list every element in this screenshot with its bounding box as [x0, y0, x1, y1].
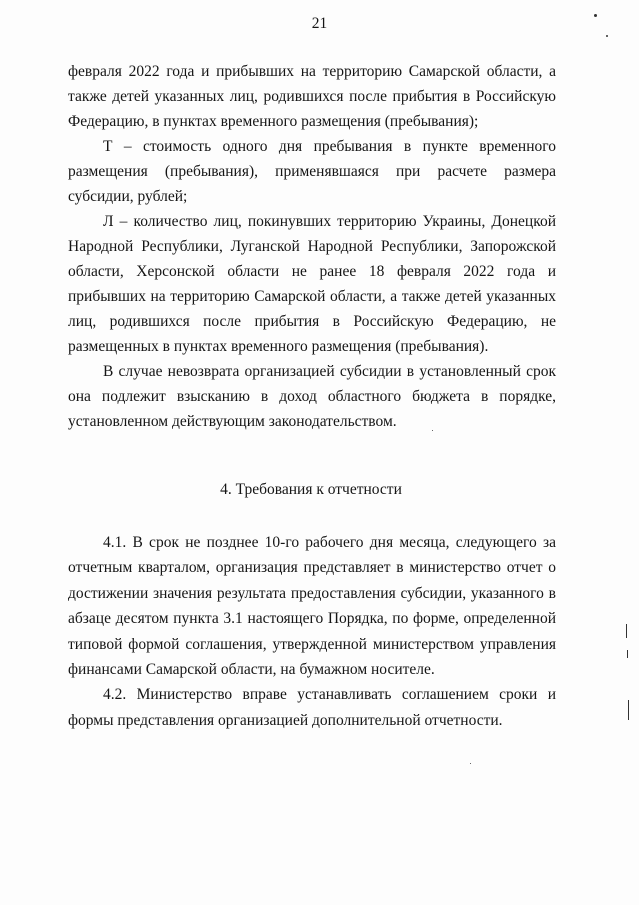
scan-speck — [606, 35, 608, 37]
scan-speck — [594, 14, 597, 17]
scan-speck — [628, 700, 629, 720]
paragraph-continuation: февраля 2022 года и прибывших на территорию Самарской области, а также детей указанных лиц, родившихся после прибытия в Российскую Федерацию, в пунктах временного размещения (пребывания); — [68, 63, 556, 130]
item-4-1: 4.1. В срок не позднее 10-го рабочего дня месяца, следующего за отчетным кварталом, организация представляет в министерство отчет о достижении значения результата предоставления субсидии, указанного в абзаце десятом пункта 3.1 настоящего Порядка, по форме, определенной типовой формой соглашения, утвержденной министерством управления финансами Самарской области, на бумажном носителе. — [68, 534, 556, 679]
section-heading: 4. Требования к отчетности — [220, 481, 402, 498]
paragraph-t-definition: Т – стоимость одного дня пребывания в пункте временного размещения (пребывания), применявшаяся при расчете размера субсидии, рублей; — [68, 138, 556, 205]
section-text-block — [68, 530, 556, 733]
paragraph-l-definition: Л – количество лиц, покинувших территорию Украины, Донецкой Народной Республики, Луганской Народной Республики, Запорожской области, Херсонской области не ранее 18 февраля 2022 года и прибывших на территорию Самарской области, а также детей указанных лиц, родившихся после прибытия в Российскую Федерацию, не размещенных в пунктах временного размещения (пребывания). — [68, 213, 556, 355]
scan-speck — [470, 763, 471, 764]
paragraph-refund: В случае невозврата организацией субсидии в установленный срок она подлежит взысканию в доход областного бюджета в порядке, установленном действующим законодательством. — [68, 363, 556, 430]
scan-speck — [627, 650, 628, 658]
scan-speck — [432, 430, 433, 431]
item-4-2: 4.2. Министерство вправе устанавливать соглашением сроки и формы представления организацией дополнительной отчетности. — [68, 686, 556, 729]
page-number: 21 — [311, 15, 328, 32]
scan-speck — [626, 624, 627, 638]
main-text-block — [68, 59, 556, 434]
